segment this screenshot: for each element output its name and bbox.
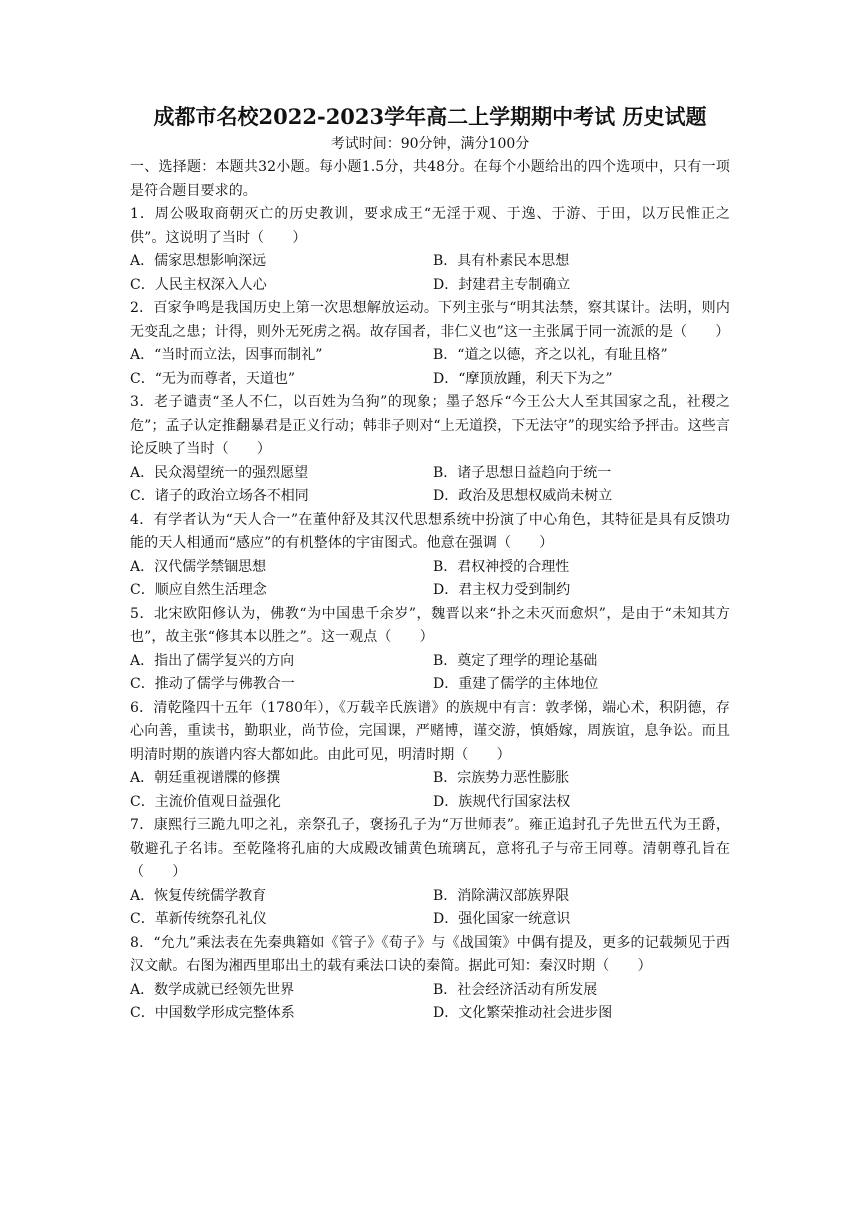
question-options: [130, 344, 730, 391]
answer-option: B．社会经济活动有所发展: [433, 981, 598, 998]
question-stem: 1．周公吸取商朝灭亡的历史教训，要求成王“无淫于观、于逸、于游、于田，以万民惟正之供”。这说明了当时（ ）: [130, 206, 730, 246]
answer-option: D．政治及思想权威尚未树立: [433, 488, 613, 504]
question-list: [130, 203, 730, 1026]
answer-option: D．文化繁荣推动社会进步图: [433, 1005, 613, 1021]
answer-option: A．恢复传统儒学教育: [130, 887, 267, 904]
answer-option: D．君主权力受到制约: [433, 582, 571, 598]
question: [130, 391, 730, 509]
question-options: [130, 556, 730, 603]
answer-option: B．君权神授的合理性: [433, 558, 570, 575]
question: [130, 814, 730, 932]
answer-option: A．朝廷重视谱牒的修撰: [130, 770, 281, 786]
question-options: [130, 979, 730, 1026]
answer-option: C．主流价值观日益强化: [130, 793, 281, 810]
question-stem: 8．“允九”乘法表在先秦典籍如《管子》《荀子》与《战国策》中偶有提及，更多的记载频见于西汉文献。右图为湘西里耶出土的载有乘法口诀的秦简。据此可知：秦汉时期（ ）: [130, 934, 730, 974]
answer-option: A．汉代儒学禁锢思想: [130, 558, 267, 575]
question: [130, 297, 730, 391]
question-options: [130, 650, 730, 697]
answer-option: B．具有朴素民本思想: [433, 253, 570, 269]
question-options: [130, 767, 730, 814]
answer-option: B．“道之以德，齐之以礼，有耻且格”: [433, 347, 668, 363]
answer-option: C．人民主权深入人心: [130, 276, 267, 293]
question: [130, 603, 730, 697]
exam-info: 考试时间：90分钟，满分100分: [330, 136, 530, 152]
answer-option: D．封建君主专制确立: [433, 276, 571, 293]
answer-option: B．宗族势力恶性膨胀: [433, 770, 570, 786]
question: [130, 932, 730, 1026]
answer-option: A．指出了儒学复兴的方向: [130, 652, 295, 669]
question: [130, 509, 730, 603]
question-options: [130, 885, 730, 932]
question-options: [130, 250, 730, 297]
question-stem: 3．老子谴责“圣人不仁，以百姓为刍狗”的现象；墨子怒斥“今王公大人至其国家之乱，社稷之危”；孟子认定推翻暴君是正义行动；韩非子则对“上无道揆，下无法守”的现实给予抨击。这些言论反映了当时（ ）: [130, 394, 730, 457]
question-stem: 5．北宋欧阳修认为，佛教“为中国患千余岁”，魏晋以来“扑之未灭而愈炽”，是由于“未知其方也”，故主张“修其本以胜之”。这一观点（ ）: [130, 605, 730, 645]
question-stem: 2．百家争鸣是我国历史上第一次思想解放运动。下列主张与“明其法禁，察其谋计。法明，则内无变乱之患；计得，则外无死虏之祸。故存国者，非仁义也”这一主张属于同一流派的是（ ）: [130, 300, 730, 340]
answer-option: A．“当时而立法，因事而制礼”: [130, 347, 323, 363]
answer-option: C．“无为而尊者，天道也”: [130, 370, 296, 387]
answer-option: C．顺应自然生活理念: [130, 582, 267, 598]
page-title: 成都市名校2022-2023学年高二上学期期中考试 历史试题: [153, 104, 707, 129]
answer-option: C．中国数学形成完整体系: [130, 1005, 295, 1021]
answer-option: C．推动了儒学与佛教合一: [130, 676, 295, 692]
question-stem: 4．有学者认为“天人合一”在董仲舒及其汉代思想系统中扮演了中心角色，其特征是具有反馈功能的天人相通而“感应”的有机整体的宇宙图式。他意在强调（ ）: [130, 511, 730, 551]
answer-option: D．重建了儒学的主体地位: [433, 676, 599, 692]
answer-option: B．诸子思想日益趋向于统一: [433, 464, 612, 481]
question-options: [130, 462, 730, 509]
answer-option: C．革新传统祭孔礼仪: [130, 911, 267, 927]
answer-option: B．消除满汉部族界限: [433, 887, 570, 904]
answer-option: B．奠定了理学的理论基础: [433, 652, 598, 669]
answer-option: C．诸子的政治立场各不相同: [130, 488, 309, 504]
answer-option: A．儒家思想影响深远: [130, 253, 267, 269]
answer-option: A．民众渴望统一的强烈愿望: [130, 464, 309, 481]
answer-option: A．数学成就已经领先世界: [130, 981, 295, 998]
question: [130, 203, 730, 297]
answer-option: D．强化国家一统意识: [433, 911, 571, 927]
question-stem: 7．康熙行三跪九叩之礼，亲祭孔子，褒扬孔子为“万世师表”。雍正追封孔子先世五代为王爵，敬避孔子名讳。至乾隆将孔庙的大成殿改铺黄色琉璃瓦，意将孔子与帝王同尊。清朝尊孔旨在（ ）: [130, 817, 730, 880]
answer-option: D．族规代行国家法权: [433, 793, 571, 810]
answer-option: D．“摩顶放踵，利天下为之”: [433, 370, 613, 387]
section-intro: 一、选择题：本题共32小题。每小题1.5分，共48分。在每个小题给出的四个选项中，只有一项是符合题目要求的。: [130, 159, 730, 199]
question-stem: 6．清乾隆四十五年（1780年），《万载辛氏族谱》的族规中有言：敦孝悌，端心术，积阴德，存心向善，重读书，勤职业，尚节俭，完国课，严赌博，谨交游，慎婚嫁，周族谊，息争讼。而且明清时期的族谱内容大都如此。由此可见，明清时期（ ）: [130, 699, 730, 763]
question: [130, 697, 730, 815]
